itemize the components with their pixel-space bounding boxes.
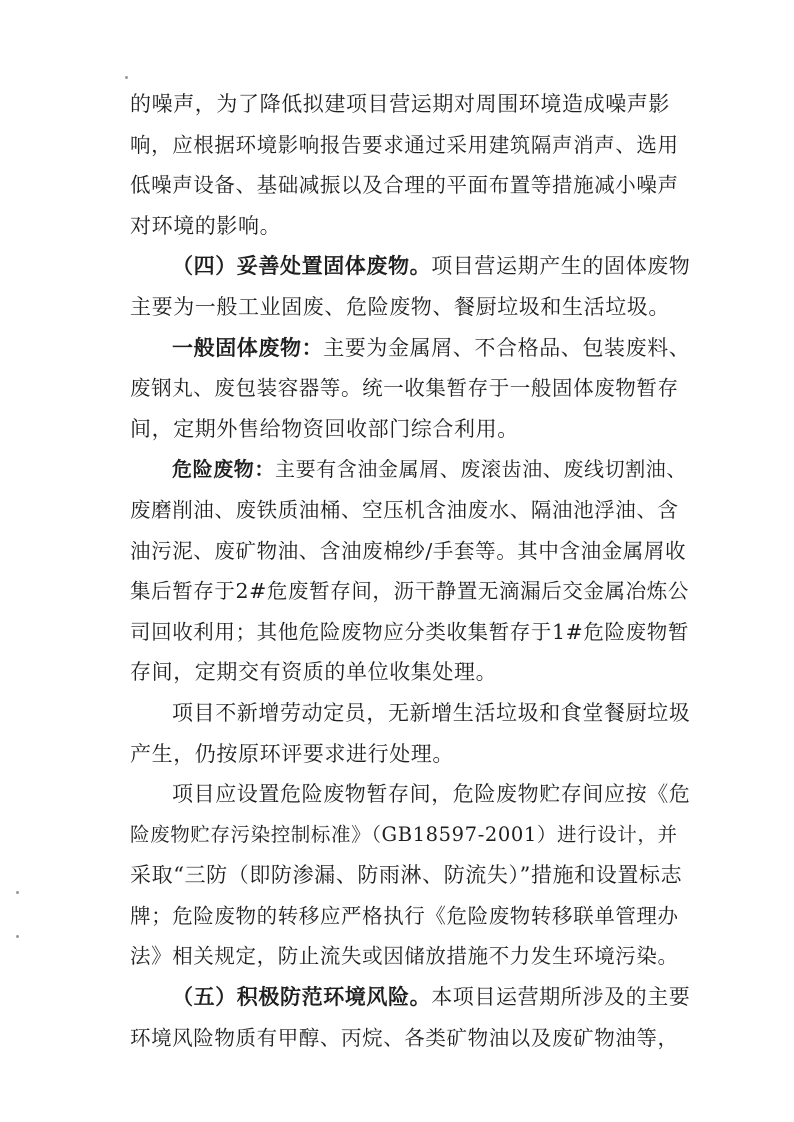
text-line: 集后暂存于2#危废暂存间，沥干静置无滴漏后交金属冶炼公 [130,579,689,604]
text-line: 法》相关规定，防止流失或因储放措施不力发生环境污染。 [130,944,679,969]
text-run: 主要有含油金属屑、废滚齿油、废线切割油、 [275,457,687,482]
text-line: 采取“三防（即防渗漏、防雨淋、防流失）”措施和设置标志 [130,863,683,888]
text-line: 间，定期外售给物资回收部门综合利用。 [130,416,519,441]
text-run: 主要为金属屑、不合格品、包装废料、 [323,335,691,360]
subheading: 危险废物： [172,457,275,482]
text-line: 牌；危险废物的转移应严格执行《危险废物转移联单管理办 [130,903,679,928]
text-line: 主要为一般工业固废、危险废物、餐厨垃圾和生活垃圾。 [130,294,670,319]
text-line: 司回收利用；其他危险废物应分类收集暂存于1#危险废物暂 [130,619,689,644]
text-line: 险废物贮存污染控制标准》（GB18597-2001）进行设计，并 [130,822,678,846]
section-heading: （五）积极防范环境风险。 [172,984,432,1010]
text-line: 项目应设置危险废物暂存间，危险废物贮存间应按《危 [172,782,691,807]
text-line: 低噪声设备、基础减振以及合理的平面布置等措施减小噪声 [130,173,679,198]
text-line: 的噪声，为了降低拟建项目营运期对周围环境造成噪声影 [130,92,670,116]
text-line: 废磨削油、废铁质油桶、空压机含油废水、隔油池浮油、含 [130,497,679,522]
text-line: 环境风险物质有甲醇、丙烷、各类矿物油以及废矿物油等， [130,1025,679,1050]
text-line: 废钢丸、废包装容器等。统一收集暂存于一般固体废物暂存 [130,376,679,401]
text-line: 产生，仍按原环评要求进行处理。 [130,741,454,766]
section-heading: （四）妥善处置固体废物。 [172,253,432,279]
paragraph-heading-line [130,449,690,490]
scan-speck [16,935,19,938]
scan-speck [16,891,19,894]
text-line: 对环境的影响。 [130,213,282,238]
text-line: 存间，定期交有资质的单位收集处理。 [130,660,498,685]
text-run: 本项目运营期所涉及的主要 [431,985,691,1010]
text-run: 项目营运期产生的固体废物 [431,254,691,279]
text-line: 项目不新增劳动定员，无新增生活垃圾和食堂餐厨垃圾 [172,700,691,725]
paragraph-heading-line [130,328,690,369]
body-text [130,84,690,1058]
subheading: 一般固体废物： [172,334,324,360]
text-line: 油污泥、废矿物油、含油废棉纱/手套等。其中含油金属屑收 [130,538,687,563]
paragraph-heading-line [130,246,690,287]
scan-speck [125,76,128,79]
text-line: 响，应根据环境影响报告要求通过采用建筑隔声消声、选用 [130,132,679,157]
paragraph-heading-line [130,977,690,1018]
